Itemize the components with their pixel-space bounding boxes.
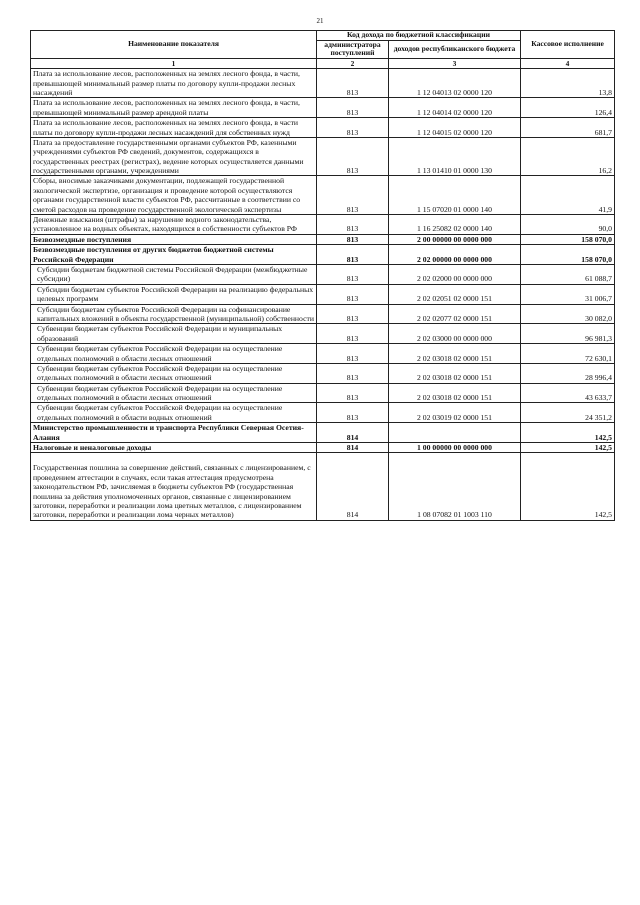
row-admin-code: 814 [317, 423, 389, 443]
row-amount: 126,4 [521, 98, 615, 118]
table-row [31, 423, 615, 443]
row-name: Денежные взыскания (штрафы) за нарушение водного законодательства, установленное на водных объектах, находящихся в собственности субъектов РФ [31, 215, 317, 235]
table-row [31, 383, 615, 403]
row-revenue-code: 2 02 00000 00 0000 000 [389, 245, 521, 265]
row-name: Налоговые и неналоговые доходы [31, 443, 317, 453]
revenue-table [30, 30, 615, 521]
col-number: 4 [521, 59, 615, 69]
col-number: 2 [317, 59, 389, 69]
row-name [31, 453, 317, 520]
table-row [31, 69, 615, 98]
row-name: Субвенции бюджетам субъектов Российской Федерации и муниципальных образований [31, 324, 317, 344]
header-execution: Кассовое исполнение [521, 31, 615, 59]
row-admin-code: 813 [317, 69, 389, 98]
table-row [31, 363, 615, 383]
row-name: Сборы, вносимые заказчиками документации, подлежащей государственной экологической экспертизе, организация и проведение которой осуществляются органами государственной власти субъектов РФ, рассчитанные в соответствии со сметой расходов на проведение государственной экологической экспертизы [31, 176, 317, 215]
row-name: Субвенции бюджетам субъектов Российской Федерации на осуществление отдельных полномочий в области лесных отношений [31, 363, 317, 383]
row-revenue-code: 1 12 04014 02 0000 120 [389, 98, 521, 118]
row-revenue-code: 1 08 07082 01 1003 110 [389, 453, 521, 520]
row-amount: 31 006,7 [521, 284, 615, 304]
table-row [31, 118, 615, 138]
row-admin-code: 813 [317, 403, 389, 423]
row-amount: 24 351,2 [521, 403, 615, 423]
table-row [31, 344, 615, 364]
row-admin-code: 813 [317, 176, 389, 215]
row-name: Безвозмездные поступления от других бюджетов бюджетной системы Российской Федерации [31, 245, 317, 265]
row-revenue-code: 2 02 02000 00 0000 000 [389, 265, 521, 285]
header-admin: администратора поступлений [317, 40, 389, 58]
row-amount: 142,5 [521, 453, 615, 520]
row-amount: 16,2 [521, 137, 615, 176]
row-name: Субвенции бюджетам субъектов Российской Федерации на осуществление отдельных полномочий в области водных отношений [31, 403, 317, 423]
row-amount: 61 088,7 [521, 265, 615, 285]
table-row [31, 98, 615, 118]
row-revenue-code: 1 13 01410 01 0000 130 [389, 137, 521, 176]
table-row [31, 324, 615, 344]
row-admin-code: 813 [317, 284, 389, 304]
row-revenue-code: 2 00 00000 00 0000 000 [389, 234, 521, 244]
row-revenue-code: 2 02 02051 02 0000 151 [389, 284, 521, 304]
header-code-group: Код дохода по бюджетной классификации [317, 31, 521, 41]
table-row [31, 137, 615, 176]
row-name: Министерство промышленности и транспорта Республики Северная Осетия-Алания [31, 423, 317, 443]
row-amount: 142,5 [521, 443, 615, 453]
table-row [31, 245, 615, 265]
row-amount: 30 082,0 [521, 304, 615, 324]
row-admin-code: 813 [317, 383, 389, 403]
row-admin-code: 813 [317, 98, 389, 118]
row-revenue-code: 2 02 03018 02 0000 151 [389, 383, 521, 403]
row-name: Плата за использование лесов, расположенных на землях лесного фонда, в части, превышающей минимальный размер платы по договору купли-продажи лесных насаждений [31, 69, 317, 98]
col-number: 3 [389, 59, 521, 69]
row-amount: 158 070,0 [521, 245, 615, 265]
row-name: Безвозмездные поступления [31, 234, 317, 244]
row-name: Субсидии бюджетам субъектов Российской Федерации на реализацию федеральных целевых программ [31, 284, 317, 304]
row-name-text: Государственная пошлина за совершение действий, связанных с лицензированием, с проведением аттестации в случаях, если такая аттестация предусмотрена законодательством РФ, зачисляемая в бюджеты субъектов РФ (государственная пошлина за действия уполномоченных органов, связанные с лицензированием заготовки, переработки и реализации лома цветных металлов, с лицензированием заготовки, переработки и реализации лома черных металлов) [33, 463, 311, 520]
row-revenue-code: 1 16 25082 02 0000 140 [389, 215, 521, 235]
row-revenue-code: 2 02 03019 02 0000 151 [389, 403, 521, 423]
table-row [31, 443, 615, 453]
table-row [31, 453, 615, 520]
table-row [31, 215, 615, 235]
row-amount: 72 630,1 [521, 344, 615, 364]
row-amount: 28 996,4 [521, 363, 615, 383]
row-admin-code: 813 [317, 304, 389, 324]
row-amount: 681,7 [521, 118, 615, 138]
table-row [31, 284, 615, 304]
row-revenue-code: 1 12 04015 02 0000 120 [389, 118, 521, 138]
row-admin-code: 813 [317, 234, 389, 244]
table-row [31, 176, 615, 215]
page-number: 21 [316, 17, 324, 25]
row-revenue-code: 2 02 02077 02 0000 151 [389, 304, 521, 324]
row-amount: 158 070,0 [521, 234, 615, 244]
row-name: Плата за использование лесов, расположенных на землях лесного фонда, в части, превышающей минимальный размер арендной платы [31, 98, 317, 118]
row-name: Субвенции бюджетам субъектов Российской Федерации на осуществление отдельных полномочий в области лесных отношений [31, 383, 317, 403]
row-name: Плата за предоставление государственными органами субъектов РФ, казенными учреждениями субъектов РФ сведений, документов, содержащихся в государственных реестрах (регистрах), ведение которых осуществляется данными государственными органами, учреждениями [31, 137, 317, 176]
table-row [31, 403, 615, 423]
table-row [31, 234, 615, 244]
row-revenue-code: 2 02 03000 00 0000 000 [389, 324, 521, 344]
row-revenue-code: 2 02 03018 02 0000 151 [389, 363, 521, 383]
row-revenue-code: 1 12 04013 02 0000 120 [389, 69, 521, 98]
row-admin-code: 813 [317, 118, 389, 138]
row-name: Субсидии бюджетам бюджетной системы Российской Федерации (межбюджетные субсидии) [31, 265, 317, 285]
header-name: Наименование показателя [31, 31, 317, 59]
row-amount: 43 633,7 [521, 383, 615, 403]
row-admin-code: 813 [317, 324, 389, 344]
row-name: Субвенции бюджетам субъектов Российской Федерации на осуществление отдельных полномочий в области лесных отношений [31, 344, 317, 364]
table-row [31, 304, 615, 324]
row-amount: 41,9 [521, 176, 615, 215]
row-admin-code: 814 [317, 443, 389, 453]
row-admin-code: 813 [317, 344, 389, 364]
row-admin-code: 813 [317, 265, 389, 285]
row-amount: 90,0 [521, 215, 615, 235]
row-revenue-code: 1 15 07020 01 0000 140 [389, 176, 521, 215]
row-revenue-code [389, 423, 521, 443]
row-admin-code: 813 [317, 245, 389, 265]
row-admin-code: 813 [317, 137, 389, 176]
row-admin-code: 813 [317, 215, 389, 235]
row-admin-code: 813 [317, 363, 389, 383]
col-number: 1 [31, 59, 317, 69]
header-revenue-code: доходов республиканского бюджета [389, 40, 521, 58]
row-revenue-code: 1 00 00000 00 0000 000 [389, 443, 521, 453]
row-name: Плата за использование лесов, расположенных на землях лесного фонда, в части платы по договору купли-продажи лесных насаждений для собственных нужд [31, 118, 317, 138]
row-spacer [33, 453, 314, 463]
row-amount: 96 981,3 [521, 324, 615, 344]
row-admin-code: 814 [317, 453, 389, 520]
row-revenue-code: 2 02 03018 02 0000 151 [389, 344, 521, 364]
row-amount: 13,8 [521, 69, 615, 98]
row-name: Субсидии бюджетам субъектов Российской Федерации на софинансирование капитальных вложений в объекты государственной (муниципальной) собственности [31, 304, 317, 324]
table-row [31, 265, 615, 285]
row-amount: 142,5 [521, 423, 615, 443]
